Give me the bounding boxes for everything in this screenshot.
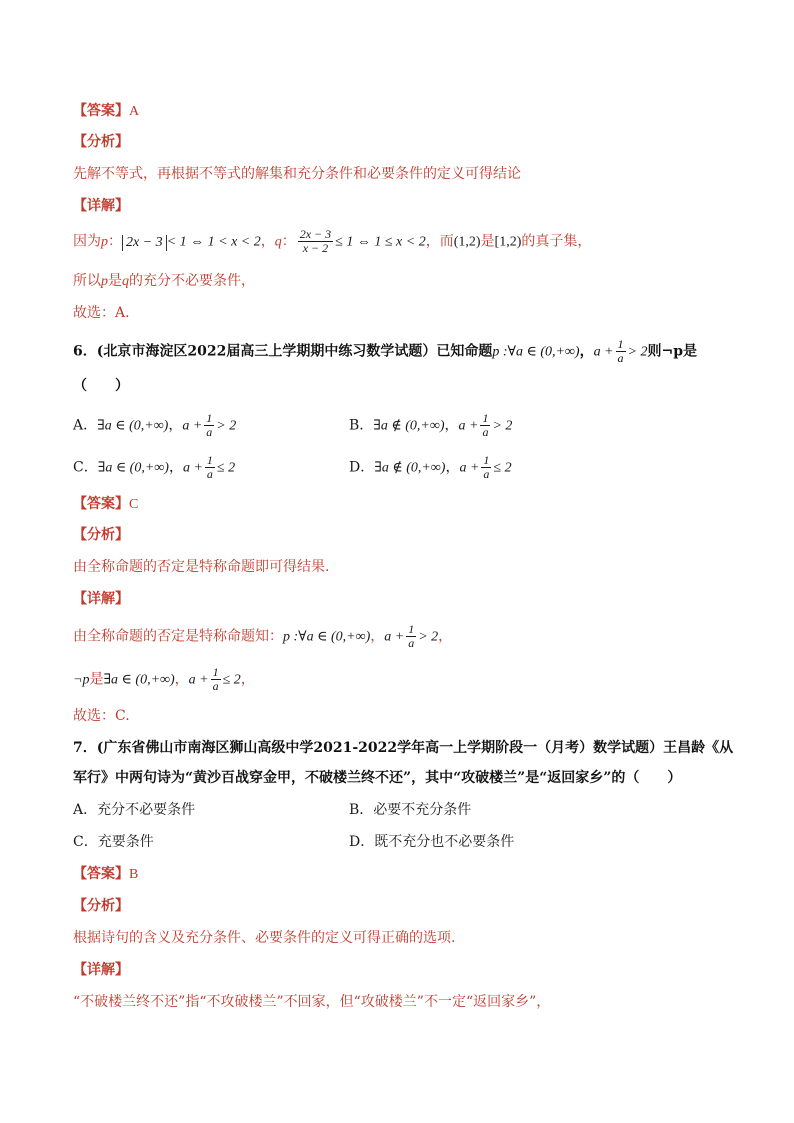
answer-label: 【答案】 (73, 866, 129, 882)
q6-detail-line-1: 由全称命题的否定是特称命题知：p :∀a ∈ (0,+∞)，a + $\frac{1}{a}$ > 2， (73, 622, 453, 650)
q5-analysis-label: 【分析】 (73, 134, 129, 150)
q6-analysis-label: 【分析】 (73, 527, 129, 543)
q6-option-b[interactable]: B．∃a ∉ (0,+∞)，a + $\frac{1}{a}$ > 2 (349, 411, 513, 439)
q5-choose: 故选：A. (73, 305, 130, 321)
answer-label: 【答案】 (73, 103, 129, 119)
q7-option-c[interactable]: C．充要条件 (73, 834, 154, 850)
answer-value: C (129, 497, 139, 512)
q7-stem-line-1: 7．(广东省佛山市南海区狮山高级中学2021-2022学年高一上学期阶段一（月考）数学试题）王昌龄《从 (73, 740, 734, 756)
q7-analysis-label: 【分析】 (73, 898, 129, 914)
fraction: $\frac{1}{a}$ (408, 622, 415, 650)
fraction: $\frac{2x - 3}{x - 2}$ (299, 227, 332, 255)
q7-option-a[interactable]: A．充分不必要条件 (73, 802, 196, 818)
q7-option-b[interactable]: B．必要不充分条件 (349, 802, 472, 818)
q6-option-d[interactable]: D．∃a ∉ (0,+∞)，a + $\frac{1}{a}$ ≤ 2 (349, 453, 512, 481)
q7-answer-line (73, 864, 138, 885)
fraction: $\frac{1}{a}$ (212, 665, 219, 693)
q6-answer-line (73, 494, 138, 515)
q7-detail-label: 【详解】 (73, 962, 129, 978)
answer-value: A (129, 104, 140, 119)
q7-detail-line-1: “不破楼兰终不还”指“不攻破楼兰”不回家，但“攻破楼兰”不一定“返回家乡”， (73, 994, 551, 1010)
fraction: $\frac{1}{a}$ (617, 337, 624, 365)
q5-detail-line-2: 所以p是q的充分不必要条件， (73, 273, 255, 289)
q5-analysis-text: 先解不等式，再根据不等式的解集和充分条件和必要条件的定义可得结论 (73, 166, 521, 182)
q6-paren: （ ） (73, 378, 129, 394)
q7-option-d[interactable]: D．既不充分也不必要条件 (349, 834, 515, 850)
q6-choose: 故选：C. (73, 708, 130, 724)
answer-value: B (129, 867, 139, 882)
answer-label: 【答案】 (73, 496, 129, 512)
fraction: $\frac{1}{a}$ (483, 453, 490, 481)
q6-stem: 6．(北京市海淀区2022届高三上学期期中练习数学试题）已知命题p :∀a ∈ (0,+∞)，a + $\frac{1}{a}$ > 2则¬p是 (73, 337, 698, 365)
q6-detail-label: 【详解】 (73, 591, 129, 607)
fraction: $\frac{1}{a}$ (206, 411, 213, 439)
fraction: $\frac{1}{a}$ (482, 411, 489, 439)
q6-detail-line-2: ¬p是∃a ∈ (0,+∞)，a + $\frac{1}{a}$ ≤ 2， (73, 665, 255, 693)
q5-detail-label: 【详解】 (73, 198, 129, 214)
q5-answer-line (73, 101, 139, 122)
q6-option-a[interactable]: A．∃a ∈ (0,+∞)，a + $\frac{1}{a}$ > 2 (73, 411, 237, 439)
q5-detail-line-1: 因为p： 2x − 3 < 1 ⇔ 1 < x < 2，q： $\frac{2x - 3}{x - 2}$ ≤ 1 ⇔ 1 ≤ x < 2，而(1,2)是[1,2)的真子集， (73, 227, 592, 255)
q7-stem-line-2: 军行》中两句诗为“黄沙百战穿金甲，不破楼兰终不还”，其中“攻破楼兰”是“返回家乡”的（ ） (73, 770, 682, 786)
q6-option-c[interactable]: C．∃a ∈ (0,+∞)，a + $\frac{1}{a}$ ≤ 2 (73, 453, 236, 481)
q6-analysis-text: 由全称命题的否定是特称命题即可得结果. (73, 559, 330, 575)
fraction: $\frac{1}{a}$ (206, 453, 213, 481)
q7-analysis-text: 根据诗句的含义及充分条件、必要条件的定义可得正确的选项. (73, 930, 456, 946)
